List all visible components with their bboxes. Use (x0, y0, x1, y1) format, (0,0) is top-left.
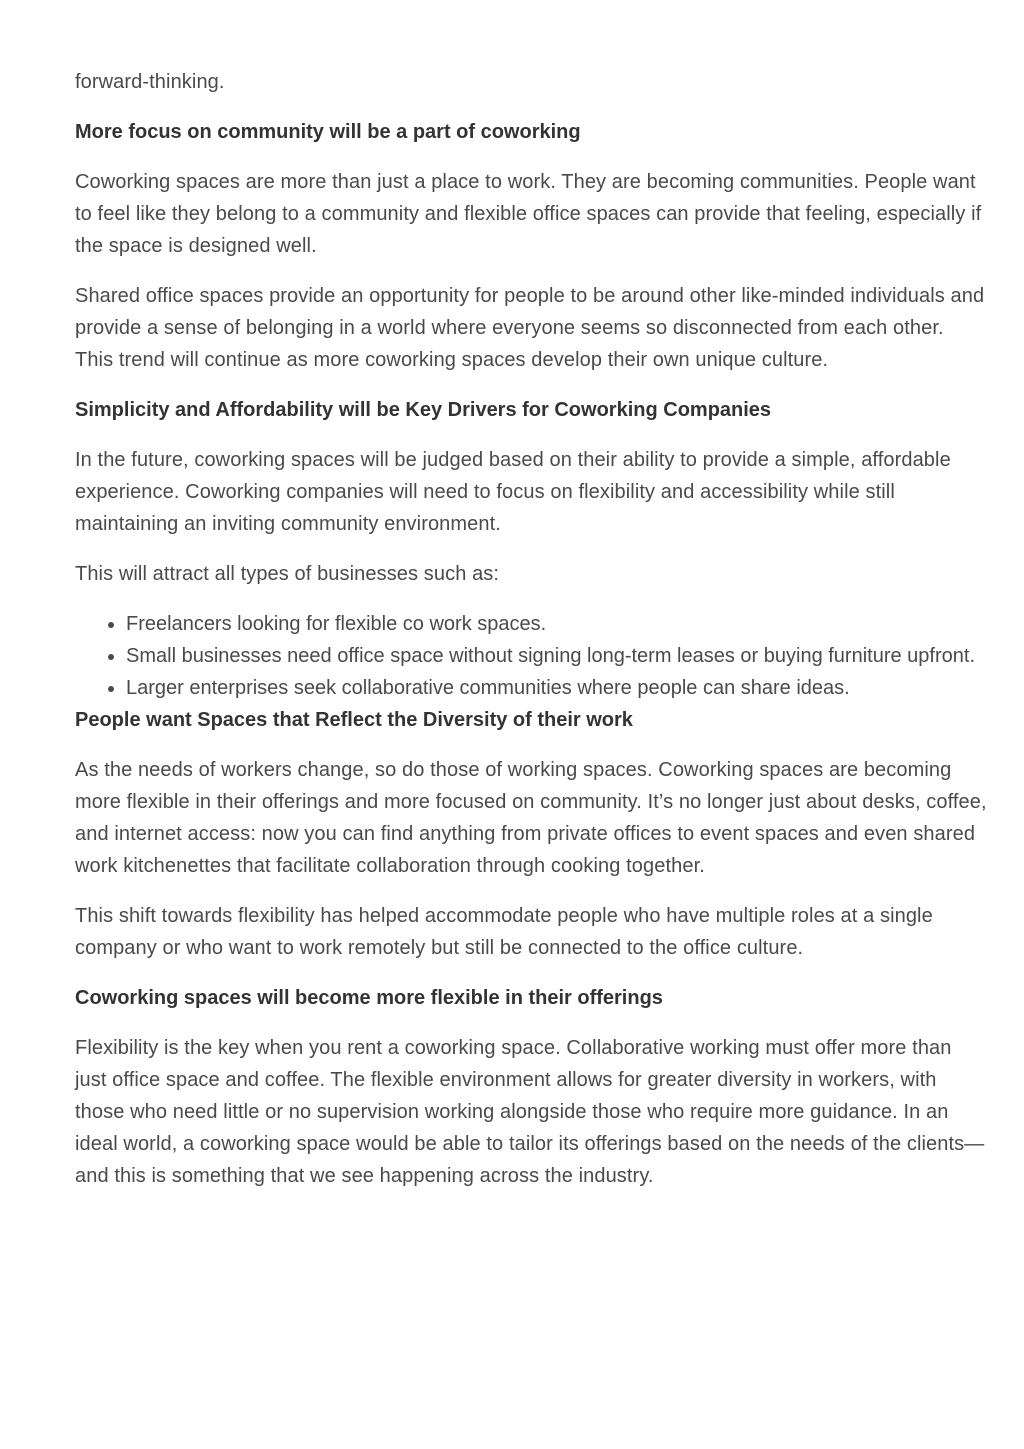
intro-tail-text: forward-thinking. (75, 71, 225, 93)
diversity-paragraph-2: This shift towards flexibility has helped accommodate people who have multiple roles at a single company or who want to work remotely but still be connected to the office culture. (75, 905, 933, 959)
business-types-list (75, 608, 987, 704)
list-item: • Small businesses need office space without signing long-term leases or buying furniture upfront. (126, 640, 987, 672)
section-heading-flexible-offerings: Coworking spaces will become more flexible in their offerings (75, 987, 663, 1009)
simplicity-paragraph-2: This will attract all types of businesses such as: (75, 563, 500, 585)
community-paragraph-1: Coworking spaces are more than just a place to work. They are becoming communities. People want to feel like they belong to a community and flexible office spaces can provide that feeling, especially if the space is designed well. (75, 171, 982, 257)
section-heading-diversity: People want Spaces that Reflect the Diversity of their work (75, 709, 633, 731)
diversity-paragraph-1: As the needs of workers change, so do those of working spaces. Coworking spaces are becoming more flexible in their offerings and more focused on community. It’s no longer just about desks, coffee, and internet access: now you can find anything from private offices to event spaces and even shared work kitchenettes that facilitate collaboration through cooking together. (75, 759, 987, 877)
section-heading-community: More focus on community will be a part of coworking (75, 121, 581, 143)
simplicity-paragraph-1: In the future, coworking spaces will be judged based on their ability to provide a simple, affordable experience. Coworking companies will need to focus on flexibility and accessibility while still maintaining an inviting community environment. (75, 449, 951, 535)
article-body (75, 66, 987, 1210)
section-heading-simplicity: Simplicity and Affordability will be Key Drivers for Coworking Companies (75, 399, 772, 421)
list-item: • Larger enterprises seek collaborative communities where people can share ideas. (126, 672, 987, 704)
list-item: • Freelancers looking for flexible co work spaces. (126, 608, 987, 640)
flexible-offerings-paragraph-1: Flexibility is the key when you rent a coworking space. Collaborative working must offer more than just office space and coffee. The flexible environment allows for greater diversity in workers, with those who need little or no supervision working alongside those who require more guidance. In an ideal world, a coworking space would be able to tailor its offerings based on the needs of the clients—and this is something that we see happening across the industry. (75, 1037, 985, 1187)
community-paragraph-2: Shared office spaces provide an opportunity for people to be around other like-minded individuals and provide a sense of belonging in a world where everyone seems so disconnected from each other. This trend will continue as more coworking spaces develop their own unique culture. (75, 285, 985, 371)
